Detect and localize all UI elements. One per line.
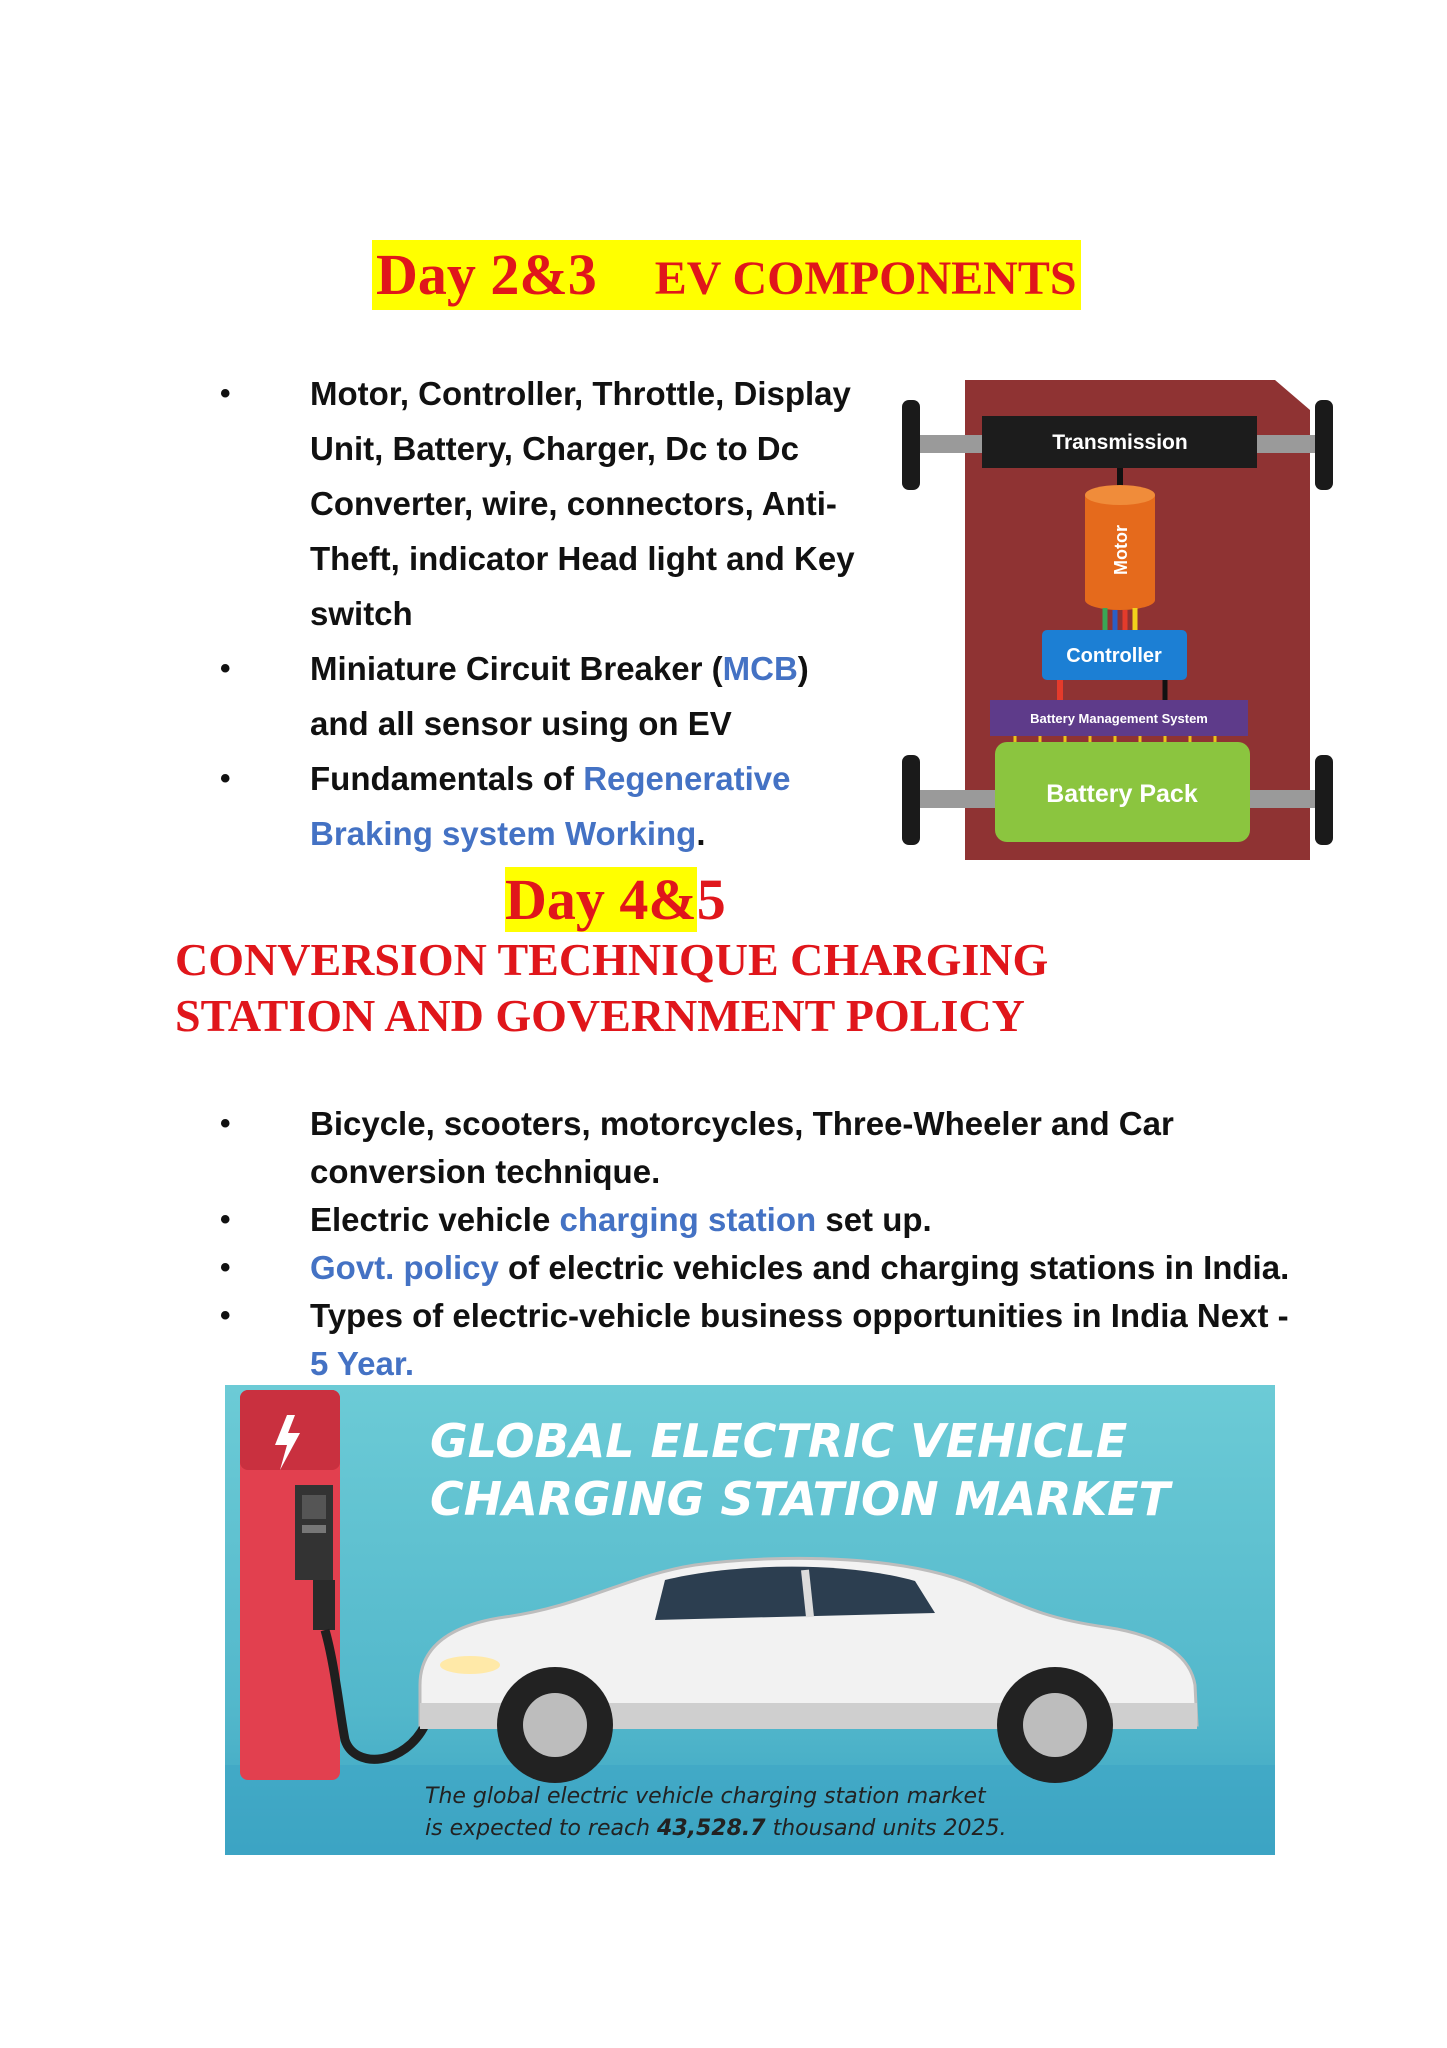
banner-headline-line1: GLOBAL ELECTRIC VEHICLE <box>430 1414 1128 1468</box>
caption-figure: 43,528.7 <box>657 1816 766 1841</box>
controller-label: Controller <box>1066 645 1162 667</box>
ev-components-diagram <box>900 370 1345 860</box>
motor-label: Motor <box>1111 525 1131 575</box>
bullet-text: ) and all sensor using on EV <box>310 650 809 742</box>
section2-day-main: Day 4& <box>505 867 697 932</box>
section1-bullet-list <box>264 366 874 861</box>
wheel-rear-left <box>902 755 920 845</box>
wheel-front-left <box>902 400 920 490</box>
section2-day-tail: 5 <box>696 867 726 932</box>
ev-charging-market-banner <box>225 1385 1275 1855</box>
govt-policy-term: Govt. policy <box>310 1249 499 1286</box>
section2-day <box>505 866 726 934</box>
section1-heading: EV COMPONENTS <box>654 252 1077 305</box>
bullet-text: set up. <box>816 1201 932 1238</box>
section2-heading-line2: STATION AND GOVERNMENT POLICY <box>175 990 1025 1041</box>
banner-caption-line1: The global electric vehicle charging station market <box>425 1784 986 1809</box>
wheel-front-right <box>1315 400 1333 490</box>
section2-heading <box>175 932 1175 1044</box>
section1-bullet <box>264 641 874 751</box>
regenerative-braking-term: Regenerative Braking system Working <box>310 760 791 852</box>
section2-bullet <box>264 1292 1314 1388</box>
wheel-rear-right <box>1315 755 1333 845</box>
charging-station-term: charging station <box>559 1201 817 1238</box>
caption-post: thousand units 2025. <box>765 1816 1007 1841</box>
section1-bullet <box>264 751 874 861</box>
bullet-text: Fundamentals of <box>310 760 584 797</box>
section2-bullet <box>264 1196 1314 1244</box>
five-year-term: 5 Year. <box>310 1345 415 1382</box>
bullet-text: Bicycle, scooters, motorcycles, Three-Wheeler and Car conversion technique. <box>310 1105 1174 1190</box>
bms-label: Battery Management System <box>1030 711 1208 726</box>
section2-bullet-list <box>264 1100 1314 1388</box>
banner-headline-line2: CHARGING STATION MARKET <box>430 1472 1170 1526</box>
banner-caption-line2 <box>425 1816 1006 1841</box>
bullet-text: . <box>696 815 706 852</box>
section1-day: Day 2&3 <box>376 242 597 307</box>
section1-title <box>372 240 1081 310</box>
section1-bullet <box>264 366 874 641</box>
charging-station-icon <box>240 1390 340 1780</box>
bullet-text: Electric vehicle <box>310 1201 560 1238</box>
section2-heading-line1: CONVERSION TECHNIQUE CHARGING <box>175 934 1049 985</box>
battery-pack-label: Battery Pack <box>1046 780 1198 808</box>
mcb-term: MCB <box>722 650 798 687</box>
section2-bullet <box>264 1244 1314 1292</box>
caption-pre: is expected to reach <box>425 1816 658 1841</box>
bullet-text: of electric vehicles and charging stations in India. <box>498 1249 1290 1286</box>
bullet-text: Types of electric-vehicle business opportunities in India Next - <box>310 1297 1289 1334</box>
bullet-text: Motor, Controller, Throttle, Display Unit, Battery, Charger, Dc to Dc Converter, wire, connectors, Anti-Theft, indicator Head light and Key switch <box>310 375 855 632</box>
section2-bullet <box>264 1100 1314 1196</box>
bullet-text: Miniature Circuit Breaker ( <box>310 650 723 687</box>
transmission-label: Transmission <box>1052 431 1188 454</box>
